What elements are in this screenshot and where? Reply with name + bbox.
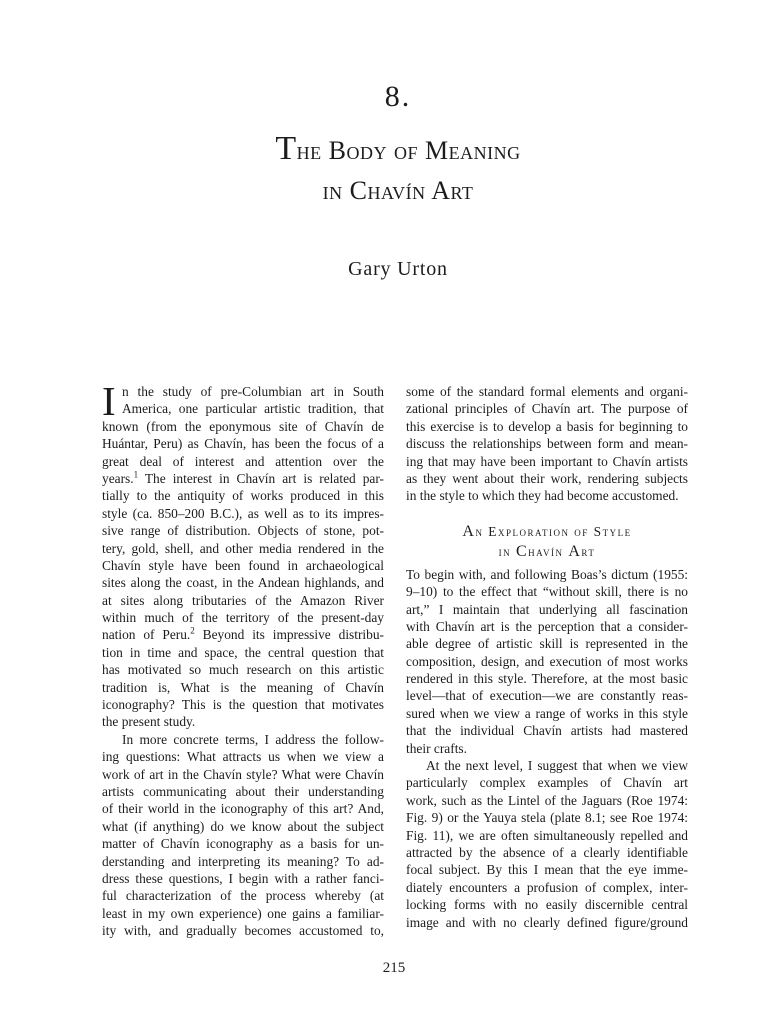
text-line: their crafts. <box>406 740 467 756</box>
heading-pre: in <box>498 543 516 559</box>
text-line: Fig. 11), we are often simultaneously repelled and <box>406 827 688 843</box>
text-line: known (from the eponymous site of Chavín de <box>102 418 384 434</box>
title-initial: T <box>275 130 297 167</box>
footnote-marker: 1 <box>133 469 139 480</box>
text-line: as they went about their work, rendering subjects <box>406 470 688 486</box>
right-column <box>406 383 688 931</box>
text-line: Huántar, Peru) as Chavín, has been the focus of a <box>102 436 384 452</box>
text-line: tially to the antiquity of works produced in this <box>102 488 384 504</box>
text-line: in the style to which they had become accustomed. <box>406 488 679 504</box>
text-line: tion in time and space, the central question that <box>102 644 384 660</box>
title2-accent: í <box>405 176 413 205</box>
text-line: To begin with, and following Boas’s dictum (1955: <box>406 566 688 582</box>
chapter-title-line-1 <box>0 130 768 168</box>
text-line: locking forms with no easily discernible central <box>406 897 688 913</box>
text-line: focal subject. By this I mean that the eye imme- <box>406 862 688 878</box>
text-line: zational principles of Chavín art. The purpose of <box>406 401 688 417</box>
text-line: sites along the coast, in the Andean highlands, and <box>102 575 384 591</box>
text-line: work, such as the Lintel of the Jaguars (Roe 1974: <box>406 792 688 808</box>
page-number: 215 <box>382 960 406 976</box>
text-line-with-footnote <box>102 470 384 487</box>
text-line: iconography? This is the question that motivates <box>102 697 384 713</box>
title2-pre: in Chav <box>322 176 406 205</box>
text-line: attracted by the absence of a clearly identifiable <box>406 844 688 860</box>
text-line: with Chavín art is the perception that a consider- <box>406 618 688 634</box>
text-line: artists communicating about their understanding <box>102 783 384 799</box>
footnote-marker: 2 <box>190 626 195 636</box>
section-heading <box>406 522 688 562</box>
text-fragment: The interest in Chavín art is related par- <box>138 470 384 486</box>
text-line: n the study of pre-Columbian art in South <box>122 384 384 399</box>
heading-rest: havín <box>528 543 569 559</box>
text-line: composition, design, and execution of most works <box>406 653 688 669</box>
text-fragment: nation of Peru. <box>102 627 191 643</box>
text-line: America, one particular artistic tradition, that <box>122 401 384 417</box>
text-line: ful characterization of the process whereby (at <box>102 888 384 904</box>
text-line: this exercise is to develop a basis for beginning to <box>406 418 688 434</box>
title-rest: he Body of Meaning <box>296 136 521 165</box>
text-line: within much of the territory of the present-day <box>102 610 384 626</box>
heading-initial: A <box>568 542 582 560</box>
heading-rest: n Exploration of Style <box>475 523 632 539</box>
text-line: sive range of distribution. Objects of stone, pot- <box>102 523 384 539</box>
text-line: sured when we view a range of works in this style <box>406 705 688 721</box>
text-line: the present study. <box>102 714 196 730</box>
text-line: work of art in the Chavín style? What were Chavín <box>102 766 384 782</box>
drop-cap: I <box>102 378 116 424</box>
text-line: art,” I maintain that underlying all fascination <box>406 601 688 617</box>
text-line: rendered in this style. Therefore, at the most basic <box>406 671 688 687</box>
text-fragment: years. <box>102 470 134 486</box>
author-name: Gary Urton <box>348 258 448 280</box>
heading-initial: C <box>515 542 529 560</box>
text-line: ing questions: What attracts us when we view a <box>102 749 384 765</box>
text-fragment: Beyond its impressive distribu- <box>194 627 384 643</box>
text-line: tery, gold, shell, and other media rendered in the <box>102 540 384 556</box>
text-line: derstanding and interpreting its meaning? To ad- <box>102 853 384 869</box>
text-line: some of the standard formal elements and organi- <box>406 384 688 399</box>
text-line: least in my own experience) one gains a familiar- <box>102 905 384 921</box>
text-line: of their world in the iconography of this art? And, <box>102 801 384 817</box>
heading-rest: rt <box>581 543 596 559</box>
text-line: ity with, and gradually becomes accustomed to, <box>102 923 384 939</box>
text-line: discuss the relationships between form and mean- <box>406 436 688 452</box>
text-line: style (ca. 850–200 B.C.), as well as to its impres- <box>102 505 384 521</box>
text-line: that the individual Chavín artists had mastered <box>406 723 688 739</box>
text-line: In more concrete terms, I address the follow- <box>122 731 384 747</box>
text-line: tradition is, What is the meaning of Chavín <box>102 679 384 695</box>
text-line: dress these questions, I begin with a rather fanci- <box>102 870 384 886</box>
text-line: matter of Chavín iconography as a basis for un- <box>102 836 384 852</box>
text-line: 9–10) to the effect that “without skill, there is no <box>406 584 688 600</box>
text-line: particularly complex examples of Chavín art <box>406 775 688 791</box>
text-line: At the next level, I suggest that when we view <box>426 758 688 774</box>
text-line: Fig. 9) or the Yauya stela (plate 8.1; see Roe 1974: <box>406 810 688 826</box>
text-line: what (if anything) do we know about the subject <box>102 818 384 834</box>
title2-rest: n Art <box>412 176 474 205</box>
text-line: great deal of interest and attention over the <box>102 453 384 469</box>
text-line: ing that may have been important to Chavín artists <box>406 453 688 469</box>
text-line: able degree of artistic skill is represented in the <box>406 636 688 652</box>
chapter-number: 8. <box>384 80 412 113</box>
text-line: level—that of execution—we are constantly reas- <box>406 688 688 704</box>
section-heading-line-2 <box>406 542 688 562</box>
text-line: has motivated so much research on this artistic <box>102 662 384 678</box>
text-line: image and with no clearly defined figure/ground <box>406 914 688 930</box>
text-line: diately encounters a profusion of complex, inter- <box>406 879 688 895</box>
text-line-with-footnote <box>102 626 384 643</box>
text-line: Chavín style have been found in archaeological <box>102 557 384 573</box>
heading-initial: A <box>462 522 476 540</box>
chapter-title-line-2 <box>0 176 768 206</box>
section-heading-line-1 <box>406 522 688 542</box>
text-line: at sites along tributaries of the Amazon River <box>102 592 384 608</box>
left-column <box>102 378 384 940</box>
